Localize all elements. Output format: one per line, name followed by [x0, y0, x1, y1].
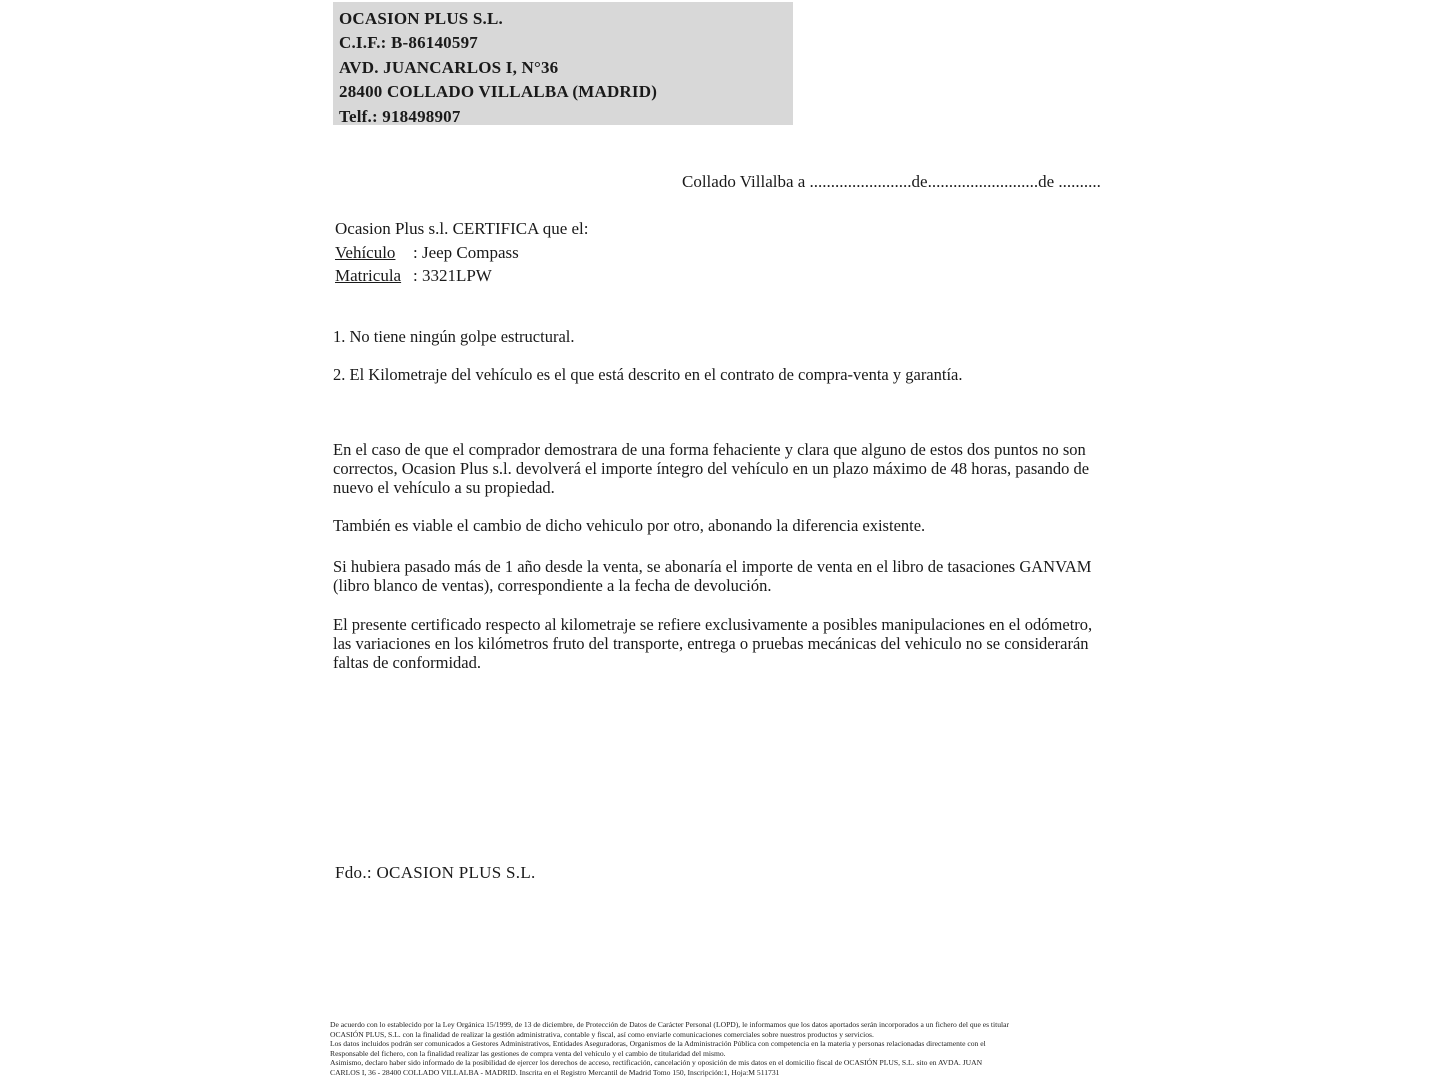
- paragraph-odometer-scope: El presente certificado respecto al kilometraje se refiere exclusivamente a posibles manipulaciones en el odómetro, las variaciones en los kilómetros fruto del transporte, entrega o pruebas mecánicas del vehiculo no se considerarán faltas de conformidad.: [333, 615, 1093, 673]
- certified-point-1: 1. No tiene ningún golpe estructural.: [333, 327, 575, 346]
- legal-line-4: Responsable del fichero, con la finalidad realizar las gestiones de compra venta del vehículo y el cambio de titularidad del mismo.: [330, 1048, 726, 1058]
- signature-line: Fdo.: OCASION PLUS S.L.: [335, 863, 536, 882]
- company-cif: C.I.F.: B-86140597: [339, 33, 478, 53]
- company-address: AVD. JUANCARLOS I, N°36: [339, 57, 559, 77]
- certification-block: [335, 217, 589, 288]
- legal-disclaimer: [330, 1020, 1108, 1077]
- company-header-box: [333, 2, 793, 125]
- plate-label: Matricula: [335, 266, 402, 285]
- plate-value: : 3321LPW: [413, 266, 492, 285]
- legal-line-5: Asimismo, declaro haber sido informado de la posibilidad de ejercer los derechos de acceso, rectificación, cancelación y oposición de mis datos en el domicilio fiscal de OCASIÓN PLUS, S.L. sito en AVDA. JUAN: [330, 1058, 983, 1067]
- legal-line-2: OCASIÓN PLUS, S.L. con la finalidad de realizar la gestión administrativa, contable y fiscal, así como enviarle comunicaciones comerciales sobre nuestros productos y servicios.: [330, 1029, 874, 1039]
- legal-line-6: CARLOS I, 36 - 28400 COLLADO VILLALBA - MADRID. Inscrita en el Registro Mercantil de Madrid Tomo 150, Inscripción:1, Hoja:M 511731: [330, 1067, 780, 1077]
- vehicle-value: : Jeep Compass: [413, 242, 519, 262]
- certified-point-2: 2. El Kilometraje del vehículo es el que está descrito en el contrato de compra-venta y garantía.: [333, 365, 963, 384]
- company-phone: Telf.: 918498907: [339, 106, 461, 126]
- vehicle-line: [335, 241, 589, 265]
- plate-line: [335, 264, 589, 288]
- company-name: OCASION PLUS S.L.: [339, 9, 503, 28]
- vehicle-label: Vehículo: [335, 242, 396, 262]
- date-line: Collado Villalba a ........................de..........................de ..........: [682, 172, 1101, 191]
- paragraph-refund-terms: En el caso de que el comprador demostrara de una forma fehaciente y clara que alguno de estos dos puntos no son correctos, Ocasion Plus s.l. devolverá el importe íntegro del vehículo en un plazo máximo de 48 horas, pasando de nuevo el vehículo a su propiedad.: [333, 440, 1090, 498]
- legal-line-3: Los datos incluidos podrán ser comunicados a Gestores Administrativos, Entidades Aseguradoras, Organismos de la Administración Pública con competencia en la materia y personas relacionadas directamente con el: [330, 1039, 986, 1048]
- legal-line-1: De acuerdo con lo establecido por la Ley Orgánica 15/1999, de 13 de diciembre, de Protección de Datos de Carácter Personal (LOPD), le informamos que los datos aportados serán incorporados a un fichero del que es titular: [330, 1020, 1010, 1029]
- company-city: 28400 COLLADO VILLALBA (MADRID): [339, 82, 658, 102]
- paragraph-vehicle-exchange: También es viable el cambio de dicho vehiculo por otro, abonando la diferencia existente.: [333, 516, 926, 535]
- certification-intro: Ocasion Plus s.l. CERTIFICA que el:: [335, 219, 589, 238]
- paragraph-ganvam-valuation: Si hubiera pasado más de 1 año desde la venta, se abonaría el importe de venta en el libro de tasaciones GANVAM (libro blanco de ventas), correspondiente a la fecha de devolución.: [333, 557, 1092, 596]
